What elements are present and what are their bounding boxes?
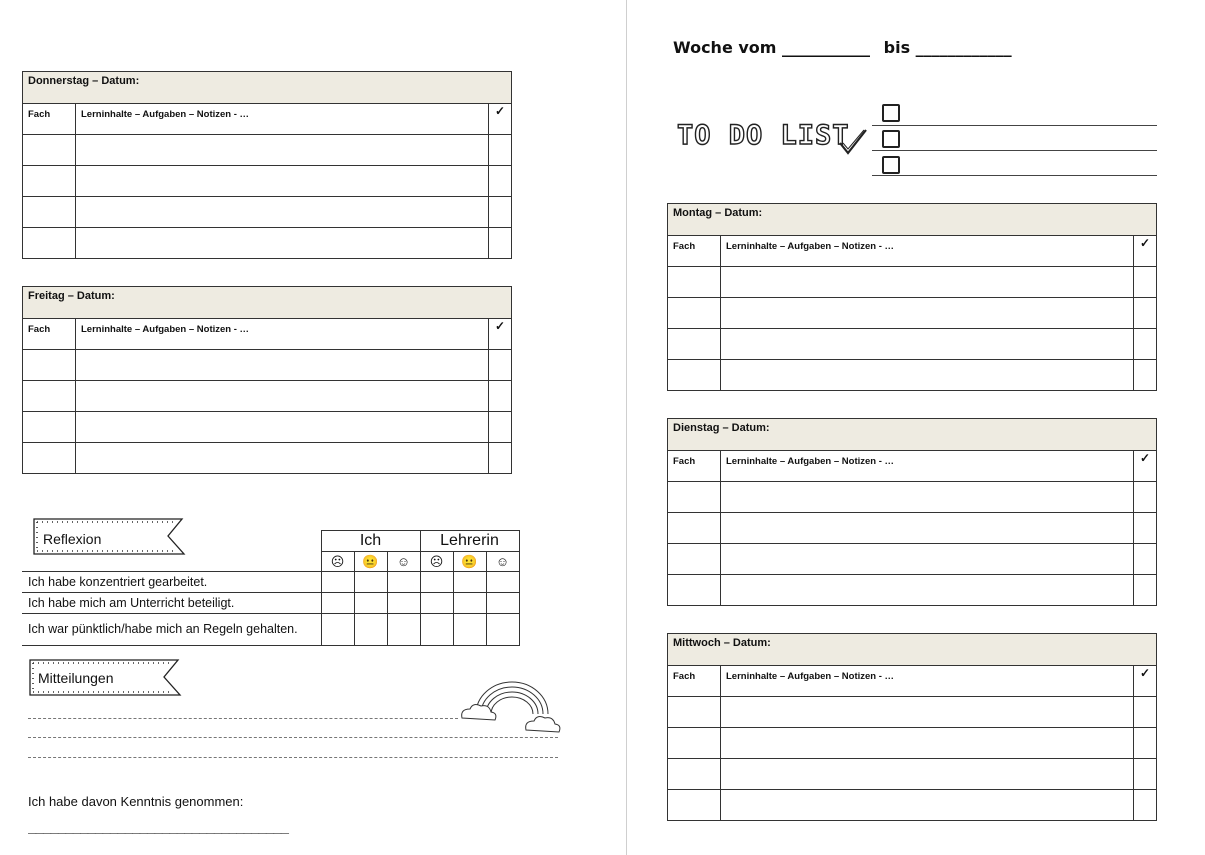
rating-cell[interactable] bbox=[420, 593, 453, 614]
reflexion-statement: Ich war pünktlich/habe mich an Regeln gehalten. bbox=[22, 614, 321, 646]
day-title: Dienstag – Datum: bbox=[668, 419, 1157, 451]
group-self-label: Ich bbox=[321, 531, 420, 552]
col-subject-label: Fach bbox=[668, 666, 721, 697]
day-title: Montag – Datum: bbox=[668, 204, 1157, 236]
happy-face-icon: ☺ bbox=[387, 552, 420, 572]
table-row[interactable] bbox=[668, 513, 1157, 544]
rating-cell[interactable] bbox=[321, 593, 354, 614]
todo-line[interactable] bbox=[872, 125, 1157, 126]
rating-cell[interactable] bbox=[387, 593, 420, 614]
day-table-dienstag bbox=[667, 418, 1157, 606]
day-title: Mittwoch – Datum: bbox=[668, 634, 1157, 666]
reflexion-row bbox=[22, 614, 519, 646]
check-icon: ✓ bbox=[488, 319, 511, 350]
day-table-freitag bbox=[22, 286, 512, 474]
todo-line[interactable] bbox=[872, 175, 1157, 176]
table-row[interactable] bbox=[668, 759, 1157, 790]
happy-face-icon: ☺ bbox=[486, 552, 519, 572]
checkmark-icon bbox=[838, 128, 868, 156]
group-teacher-label: Lehrerin bbox=[420, 531, 519, 552]
reflexion-table bbox=[22, 530, 520, 646]
neutral-face-icon: 😐 bbox=[354, 552, 387, 572]
reflexion-title: Reflexion bbox=[43, 531, 102, 547]
sad-face-icon: ☹ bbox=[420, 552, 453, 572]
acknowledgement-text: Ich habe davon Kenntnis genommen: bbox=[28, 794, 244, 809]
col-content-label: Lerninhalte – Aufgaben – Notizen - … bbox=[76, 104, 489, 135]
rating-cell[interactable] bbox=[453, 593, 486, 614]
week-from-field[interactable]: ___________ bbox=[782, 38, 871, 57]
todo-checkbox[interactable] bbox=[882, 130, 900, 148]
rainbow-icon bbox=[458, 678, 562, 740]
table-row[interactable] bbox=[23, 443, 512, 474]
day-table-montag bbox=[667, 203, 1157, 391]
table-row[interactable] bbox=[668, 728, 1157, 759]
day-title: Freitag – Datum: bbox=[23, 287, 512, 319]
table-row[interactable] bbox=[668, 575, 1157, 606]
rating-cell[interactable] bbox=[420, 614, 453, 646]
todo-checkbox[interactable] bbox=[882, 104, 900, 122]
day-title: Donnerstag – Datum: bbox=[23, 72, 512, 104]
day-table-mittwoch bbox=[667, 633, 1157, 821]
reflexion-row bbox=[22, 572, 519, 593]
note-line[interactable] bbox=[28, 718, 458, 719]
table-row[interactable] bbox=[23, 166, 512, 197]
reflexion-statement: Ich habe konzentriert gearbeitet. bbox=[22, 572, 321, 593]
table-row[interactable] bbox=[23, 135, 512, 166]
col-subject-label: Fach bbox=[668, 236, 721, 267]
week-to-label: bis bbox=[883, 38, 911, 57]
table-row[interactable] bbox=[668, 482, 1157, 513]
rating-cell[interactable] bbox=[354, 614, 387, 646]
rating-cell[interactable] bbox=[420, 572, 453, 593]
week-from-label: Woche vom bbox=[673, 38, 777, 57]
rating-cell[interactable] bbox=[486, 614, 519, 646]
table-row[interactable] bbox=[23, 381, 512, 412]
check-icon: ✓ bbox=[1133, 236, 1156, 267]
todo-line[interactable] bbox=[872, 150, 1157, 151]
rating-cell[interactable] bbox=[387, 572, 420, 593]
col-subject-label: Fach bbox=[23, 319, 76, 350]
note-line[interactable] bbox=[28, 737, 558, 738]
rating-cell[interactable] bbox=[453, 572, 486, 593]
rating-cell[interactable] bbox=[486, 593, 519, 614]
page-divider bbox=[626, 0, 627, 855]
rating-cell[interactable] bbox=[321, 572, 354, 593]
col-content-label: Lerninhalte – Aufgaben – Notizen - … bbox=[76, 319, 489, 350]
rating-cell[interactable] bbox=[354, 593, 387, 614]
rating-cell[interactable] bbox=[453, 614, 486, 646]
week-to-field[interactable]: ____________ bbox=[915, 38, 1012, 57]
rating-cell[interactable] bbox=[354, 572, 387, 593]
table-row[interactable] bbox=[668, 360, 1157, 391]
table-row[interactable] bbox=[668, 329, 1157, 360]
check-icon: ✓ bbox=[488, 104, 511, 135]
col-content-label: Lerninhalte – Aufgaben – Notizen - … bbox=[721, 666, 1134, 697]
table-row[interactable] bbox=[668, 267, 1157, 298]
table-row[interactable] bbox=[668, 544, 1157, 575]
table-row[interactable] bbox=[668, 790, 1157, 821]
day-table-donnerstag bbox=[22, 71, 512, 259]
note-line[interactable] bbox=[28, 757, 558, 758]
table-row[interactable] bbox=[668, 697, 1157, 728]
table-row[interactable] bbox=[23, 228, 512, 259]
reflexion-row bbox=[22, 593, 519, 614]
table-row[interactable] bbox=[23, 412, 512, 443]
rating-cell[interactable] bbox=[387, 614, 420, 646]
mitteilungen-title: Mitteilungen bbox=[38, 670, 114, 686]
sad-face-icon: ☹ bbox=[321, 552, 354, 572]
col-subject-label: Fach bbox=[668, 451, 721, 482]
rating-cell[interactable] bbox=[486, 572, 519, 593]
col-content-label: Lerninhalte – Aufgaben – Notizen - … bbox=[721, 236, 1134, 267]
col-subject-label: Fach bbox=[23, 104, 76, 135]
signature-line[interactable]: ___________________________________ bbox=[28, 818, 289, 834]
check-icon: ✓ bbox=[1134, 666, 1157, 697]
table-row[interactable] bbox=[668, 298, 1157, 329]
check-icon: ✓ bbox=[1133, 451, 1156, 482]
rating-cell[interactable] bbox=[321, 614, 354, 646]
week-range bbox=[673, 38, 1012, 57]
todo-checkbox[interactable] bbox=[882, 156, 900, 174]
neutral-face-icon: 😐 bbox=[453, 552, 486, 572]
table-row[interactable] bbox=[23, 350, 512, 381]
todo-title: TO DO LIST bbox=[677, 120, 850, 151]
reflexion-statement: Ich habe mich am Unterricht beteiligt. bbox=[22, 593, 321, 614]
col-content-label: Lerninhalte – Aufgaben – Notizen - … bbox=[721, 451, 1134, 482]
table-row[interactable] bbox=[23, 197, 512, 228]
